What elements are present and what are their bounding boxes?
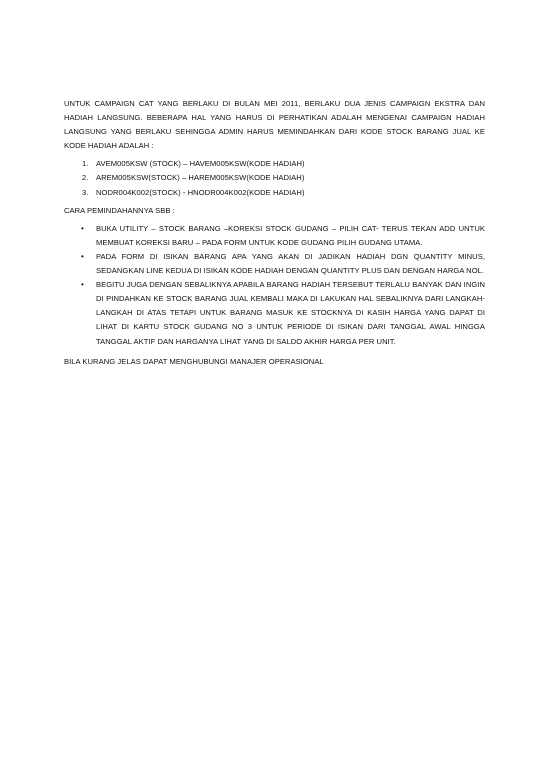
list-item [64,186,485,200]
list-item [64,171,485,185]
list-item-text: AVEM005KSW (STOCK) – HAVEM005KSW(KODE HADIAH) [96,159,305,169]
list-item [64,278,485,348]
document-page [64,97,485,369]
list-item-text: BUKA UTILITY – STOCK BARANG –KOREKSI STOCK GUDANG – PILIH CAT- TERUS TEKAN ADD UNTUK MEMBUAT KOREKSI BARU – PADA FORM UNTUK KODE GUDANG PILIH GUDANG UTAMA. [96,223,485,247]
bullet-icon: • [81,251,84,261]
closing-paragraph: BILA KURANG JELAS DAPAT MENGHUBUNGI MANAJER OPERASIONAL [64,356,324,366]
list-item [64,250,485,278]
list-item-text: AREM005KSW(STOCK) – HAREM005KSW(KODE HADIAH) [96,173,305,183]
code-list [64,157,485,199]
bullet-icon: • [81,280,84,290]
step-list [64,222,485,349]
list-item-text: BEGITU JUGA DENGAN SEBALIKNYA APABILA BARANG HADIAH TERSEBUT TERLALU BANYAK DAN INGIN DI PINDAHKAN KE STOCK BARANG JUAL KEMBALI MAKA DI LAKUKAN HAL SEBALIKNYA DARI LANGKAH-LANGKAH DI ATAS TETAPI UNTUK BARANG MASUK KE STOCKNYA DI KASIH HARGA YANG DAPAT DI LIHAT DI KARTU STOCK GUDANG NO 3 UNTUK PERIODE DI ISIKAN DARI TANGGAL AWAL HINGGA TANGGAL AKTIF DAN HARGANYA LIHAT YANG DI SALDO AKHIR HARGA PER UNIT. [96,280,485,346]
list-item-text: NODR004K002(STOCK) - HNODR004K002(KODE HADIAH) [96,187,305,197]
list-item [64,222,485,250]
list-number: 3. [82,187,89,197]
intro-paragraph: UNTUK CAMPAIGN CAT YANG BERLAKU DI BULAN MEI 2011, BERLAKU DUA JENIS CAMPAIGN EKSTRA DAN HADIAH LANGSUNG. BEBERAPA HAL YANG HARUS DI PERHATIKAN ADALAH MENGENAI CAMPAIGN HADIAH LANGSUNG YANG BERLAKU SEHINGGA ADMIN HARUS MEMINDAHKAN DARI KODE STOCK BARANG JUAL KE KODE HADIAH ADALAH : [64,99,485,151]
list-item-text: PADA FORM DI ISIKAN BARANG APA YANG AKAN DI JADIKAN HADIAH DGN QUANTITY MINUS, SEDANGKAN LINE KEDUA DI ISIKAN KODE HADIAH DENGAN QUANTITY PLUS DAN DENGAN HARGA NOL. [96,251,485,276]
list-number: 1. [82,159,89,169]
list-number: 2. [82,173,89,183]
bullet-icon: • [81,223,84,233]
method-heading: CARA PEMINDAHANNYA SBB : [64,205,175,215]
list-item [64,157,485,171]
